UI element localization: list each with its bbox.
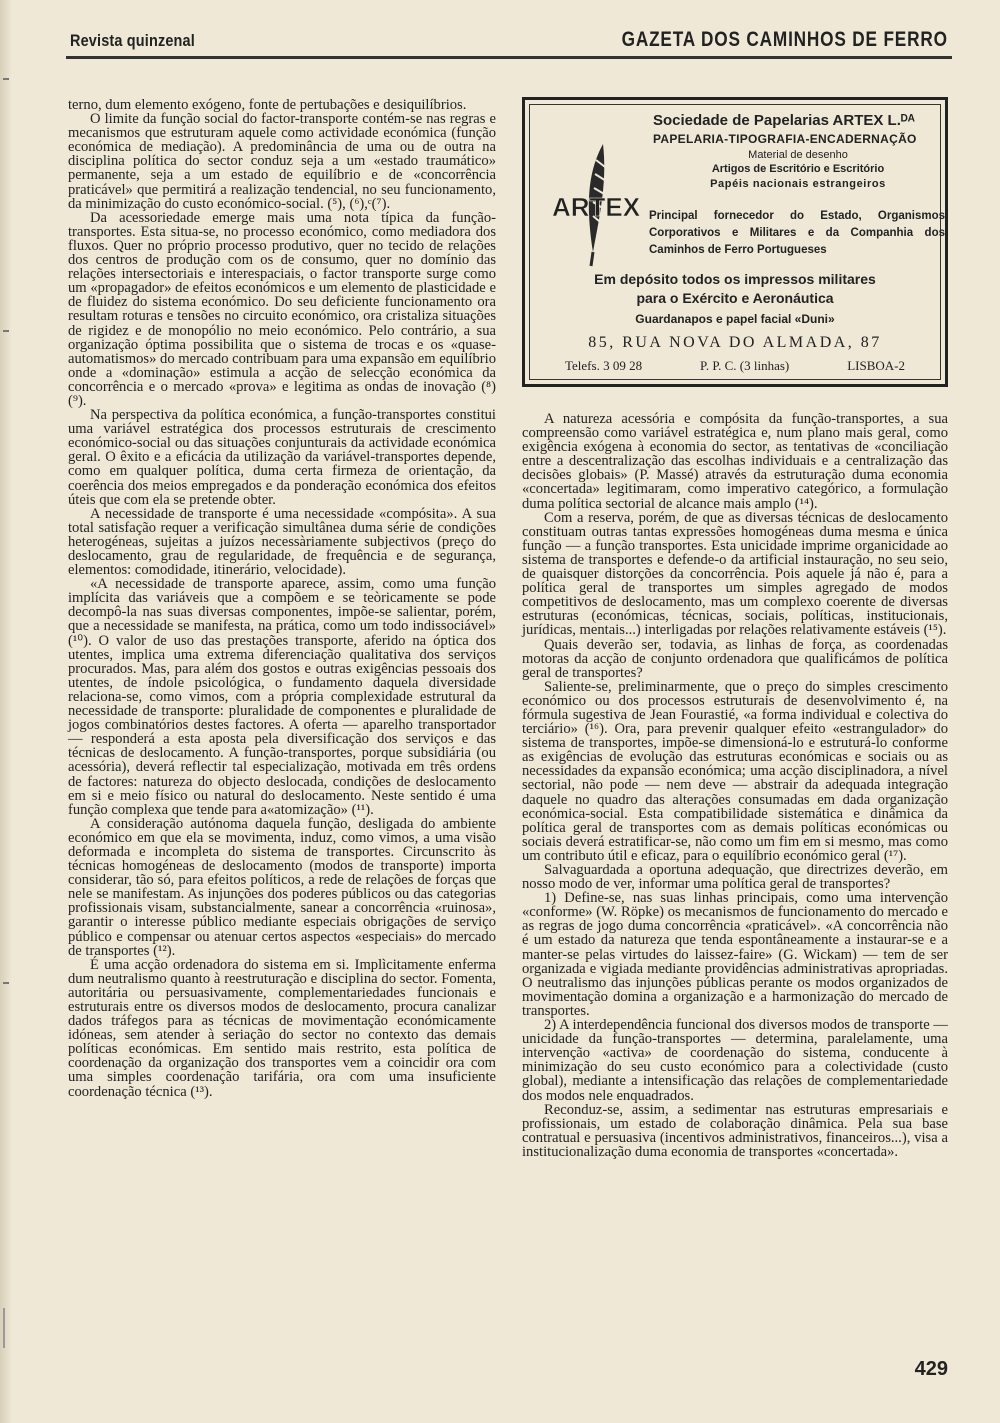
artex-logo [541, 140, 651, 270]
right-column [522, 412, 948, 1159]
paragraph: Quais deverão ser, todavia, as linhas de força, as coordenadas motoras da acção de conjunto ordenadora que qualificámos de política geral de transportes? [522, 636, 948, 681]
paragraph: Reconduz-se, assim, a sedimentar nas estruturas empresariais e profissionais, um estado de colaboração dinâmica. Pela sua base contratual e persuasiva (incentivos administrativos, financeiros...), visa a institucionalização duma economia de transportes «concertada». [522, 1101, 948, 1160]
paragraph: terno, dum elemento exógeno, fonte de pertubações e desiquilíbrios. [68, 97, 467, 113]
ad-depot [525, 270, 945, 308]
margin-mark [3, 78, 9, 80]
margin-mark [3, 330, 9, 332]
ad-company: Sociedade de Papelarias ARTEX L.ᴰᴬ [653, 112, 915, 129]
ad-phones: Telefs. 3 09 28 [565, 358, 643, 373]
paragraph: Da acessoriedade emerge mais uma nota típica da função-transportes. Esta situa-se, no processo económico, como mediadora dos fluxos. Quer no próprio processo produtivo, quer no tecido de relações dos centros de produção com os de consumo, quer no domínio das relações intersectoriais e interespaciais, o factor transporte surge como um «propagador» de efeitos económicos e um elemento de plasticidade e de fluidez do sistema económico. Do seu deficiente funcionamento ora resultam roturas e tensões no circuito económico, ora cristaliza situações de rigidez e de monopólio no meio económico. Pelo contrário, a sua organização óptima possibilita que o sistema de trocas e os «quase-automatismos» do mercado contribuam para uma expansão em equilíbrio onde a «dominação» estimula a acção de selecção económica da concorrência e o mercado «prova» e legitima as ondas de inovação (⁸) (⁹). [68, 209, 496, 409]
paragraph: Salvaguardada a oportuna adequação, que directrizes deverão, em nosso modo de ver, informar uma política geral de transportes? [522, 862, 948, 893]
ad-ppc: P. P. C. (3 linhas) [700, 358, 790, 373]
margin-rule [3, 1308, 5, 1348]
ad-napkins: Guardanapos e papel facial «Duni» [635, 312, 835, 326]
running-header [70, 28, 948, 56]
ad-line4: Papéis nacionais estrangeiros [710, 178, 886, 190]
ad-depot-line1: Em depósito todos os impressos militares [594, 271, 876, 287]
svg-text:ARTEX: ARTEX [551, 192, 641, 222]
paragraph: A natureza acessória e compósita da função-transportes, a sua compreensão como variável estratégica e, num plano mais geral, como exigência exógena à economia do sector, as tentativas de «conciliação entre a descentralização das escolhas individuais e a centralização das decisões globais» (P. Massé) através da estruturação duma economia «concertada» legitimaram, como imperativo categórico, a formulação duma política sectorial de alcance mais amplo (¹⁴). [522, 411, 948, 512]
ad-supplier: Principal fornecedor do Estado, Organismos Corporativos e Militares e da Companhia dos Caminhos de Ferro Portugueses [649, 210, 945, 256]
ad-line1: PAPELARIA-TIPOGRAFIA-ENCADERNAÇÃO [653, 132, 917, 146]
ad-line3: Artigos de Escritório e Escritório [711, 163, 885, 175]
artex-advertisement [522, 97, 948, 387]
paragraph: É uma acção ordenadora do sistema em si. Implìcitamente enferma dum neutralismo quanto à reestruturação e disciplina do sector. Fomenta, autoritária ou persuasivamente, complementariedades funcionais e estruturais entre os diversos modos de deslocamento, procura canalizar dados tráfegos para as técnicas de movimentação económicamente idóneas, sem atender à seriação do sector no contexto das demais políticas económicas. Em sentido mais restrito, esta política de coordenação da organização dos transportes vem a coincidir ora com uma simples coordenação tarifária, ora com uma insuficiente coordenação técnica (¹³). [68, 956, 496, 1100]
ad-city: LISBOA-2 [847, 358, 905, 373]
ad-address: 85, RUA NOVA DO ALMADA, 87 [588, 334, 882, 351]
paragraph: 2) A interdependência funcional dos diversos modos de transporte — unicidade da função-transportes — determina, paralelamente, uma intervenção «activa» de coordenação do sistema, conducente à minimização do seu custo económico para a colectividade (custo global), mediante a intensificação das relações de complementariedade dos modos nele enquadrados. [522, 1017, 948, 1104]
header-rule [66, 56, 952, 59]
paragraph: A consideração autónoma daquela função, desligada do ambiente económico em que ela se movimenta, induz, como vimos, a uma visão deformada e incompleta do sistema de transportes. Circunscrito às técnicas homogéneas de deslocamento (modos de transporte) importa considerar, tão só, para efeitos políticos, a rede de relações de forças que nele se manifestam. As injunções dos poderes públicos ou das categorias profissionais visam, substancialmente, sanear a concorrência «ruinosa», garantir o interesse público mediante especiais obrigações de serviço público e compensar ou atenuar certos aspectos «especiais» do mercado de transportes (¹²). [68, 815, 496, 959]
paragraph: Na perspectiva da política económica, a função-transportes constitui uma variável estratégica dos processos estruturais de crescimento económico-social ou das situações conjunturais da actividade económica geral. O êxito e a eficácia da utilização da variável-transportes depende, como em qualquer política, duma certa firmeza de orientação, da coerência dos meios empregados e da ponderação económica dos efeitos úteis que com ela se pretende obter. [68, 407, 496, 508]
ad-line2: Material de desenho [748, 149, 848, 161]
margin-mark [3, 982, 9, 984]
page-number: 429 [914, 1358, 948, 1380]
left-column [68, 98, 496, 1099]
paragraph: O limite da função social do factor-transporte contém-se nas regras e mecanismos que estruturam aquele como actividade económica (função económica de mediação). A predominância de uma ou de outra na disciplina política do sector conduz seja a um «estado traumático» permanente, seja a um estado de equilíbrio e de «concorrência praticável» que permitirá a realização tendencial, no seu funcionamento, da minimização do custo económico-social. (⁵), (⁶),ᶜ(⁷). [68, 111, 496, 212]
paragraph: «A necessidade de transporte aparece, assim, como uma função implícita das variáveis que a compõem e se teòricamente se pode decompô-la nas suas diversas componentes, impõe-se salientar, porém, que a necessidade se manifesta, na prática, como um todo indissociável» (¹⁰). O valor de uso das prestações transporte, aferido na óptica dos utentes, implica uma extrema diferenciação qualitativa dos serviços procurados. Mas, para além dos gostos e outras exigências pessoais dos utentes, de índole psicológica, o fundamento daquela diversidade relaciona-se, como vimos, com a própria complexidade estrutural da necessidade de transporte: pluralidade de componentes e pluralidade de jogos combinatórios destes factores. A oferta — aparelho transportador — responderá a esta aposta pela diversificação dos serviços e das técnicas de deslocamento. A função-transportes, porque subsidiária (ou acessória), deverá reflectir tal especialização, motivada em três ordens de factores: natureza do objecto deslocada, condições de deslocamento em si e meio físico ou natural do deslocamento. Neste sentido é uma função complexa que tende para a«atomização» (¹¹). [68, 576, 496, 818]
ad-depot-line2: para o Exército e Aeronáutica [636, 290, 834, 306]
header-left: Revista quinzenal [70, 31, 195, 50]
paragraph: Com a reserva, porém, de que as diversas técnicas de deslocamento constituam outras tantas expressões homogéneas duma mesma e única função — a função transportes. Esta unicidade imprime organicidade ao sistema de transportes e defende-o da artificial instauração, no seu seio, de quaisquer distorções da concorrência. Pois aquele já não é, para a política geral de transportes um simples agregado de modos competitivos de deslocamento, mas um complexo coerente de diversas estruturas (económicas, técnicas, sociais, políticas, institucionais, jurídicas, mentais...) interligadas por relações relativamente estáveis (¹⁵). [522, 509, 948, 639]
ad-contacts [565, 358, 905, 374]
page-edge [0, 0, 12, 1423]
paragraph: A necessidade de transporte é uma necessidade «compósita». A sua total satisfação requer a verificação simultânea duma série de condições heterogéneas, sujeitas a juízos necessàriamente subjectivos (preço do deslocamento, grau de regularidade, de frequência e de segurança, elementos: comodidade, itinerário, velocidade). [68, 505, 496, 579]
paragraph: 1) Define-se, nas suas linhas principais, como uma intervenção «conforme» (W. Röpke) os mecanismos de funcionamento do mercado e as regras de jogo duma concorrência «praticável». «A concorrência não é um estado da natureza que tenda espontâneamente a instaurar-se e a manter-se pelas virtudes do laissez-faire» (G. Wickam) — tem de ser organizada e vigiada mediante providências administrativas apropriadas. O neutralismo das injunções públicas perante os modos organizados de movimentação domina a organização e a harmonização do mercado de transportes. [522, 890, 948, 1019]
header-right: GAZETA DOS CAMINHOS DE FERRO [621, 28, 948, 51]
paragraph: Saliente-se, preliminarmente, que o preço do simples crescimento económico ou dos processos estruturais de desenvolvimento é, na fórmula sugestiva de Jean Fourastié, «a forma individual e colectiva do terciário» (¹⁶). Ora, para prevenir qualquer efeito «estrangulador» do sistema de transportes, impõe-se dimensioná-lo e estruturá-lo conforme as exigências de evolução das estruturas económicas e sociais ou as necessidades da expansão económica; uma acção disciplinadora, a nível sectorial, não pode — nem deve — abstrair da adequada integração daquele no quadro das alterações consumadas em dada organização económica-social. Esta compatibilidade sistemática e dinâmica da política geral de transportes com as demais políticas económicas ou sociais deverá estratificar-se, não como um fim em si mesmo, mas como um contributo útil e eficaz, para o equilíbrio económico geral (¹⁷). [522, 678, 948, 864]
